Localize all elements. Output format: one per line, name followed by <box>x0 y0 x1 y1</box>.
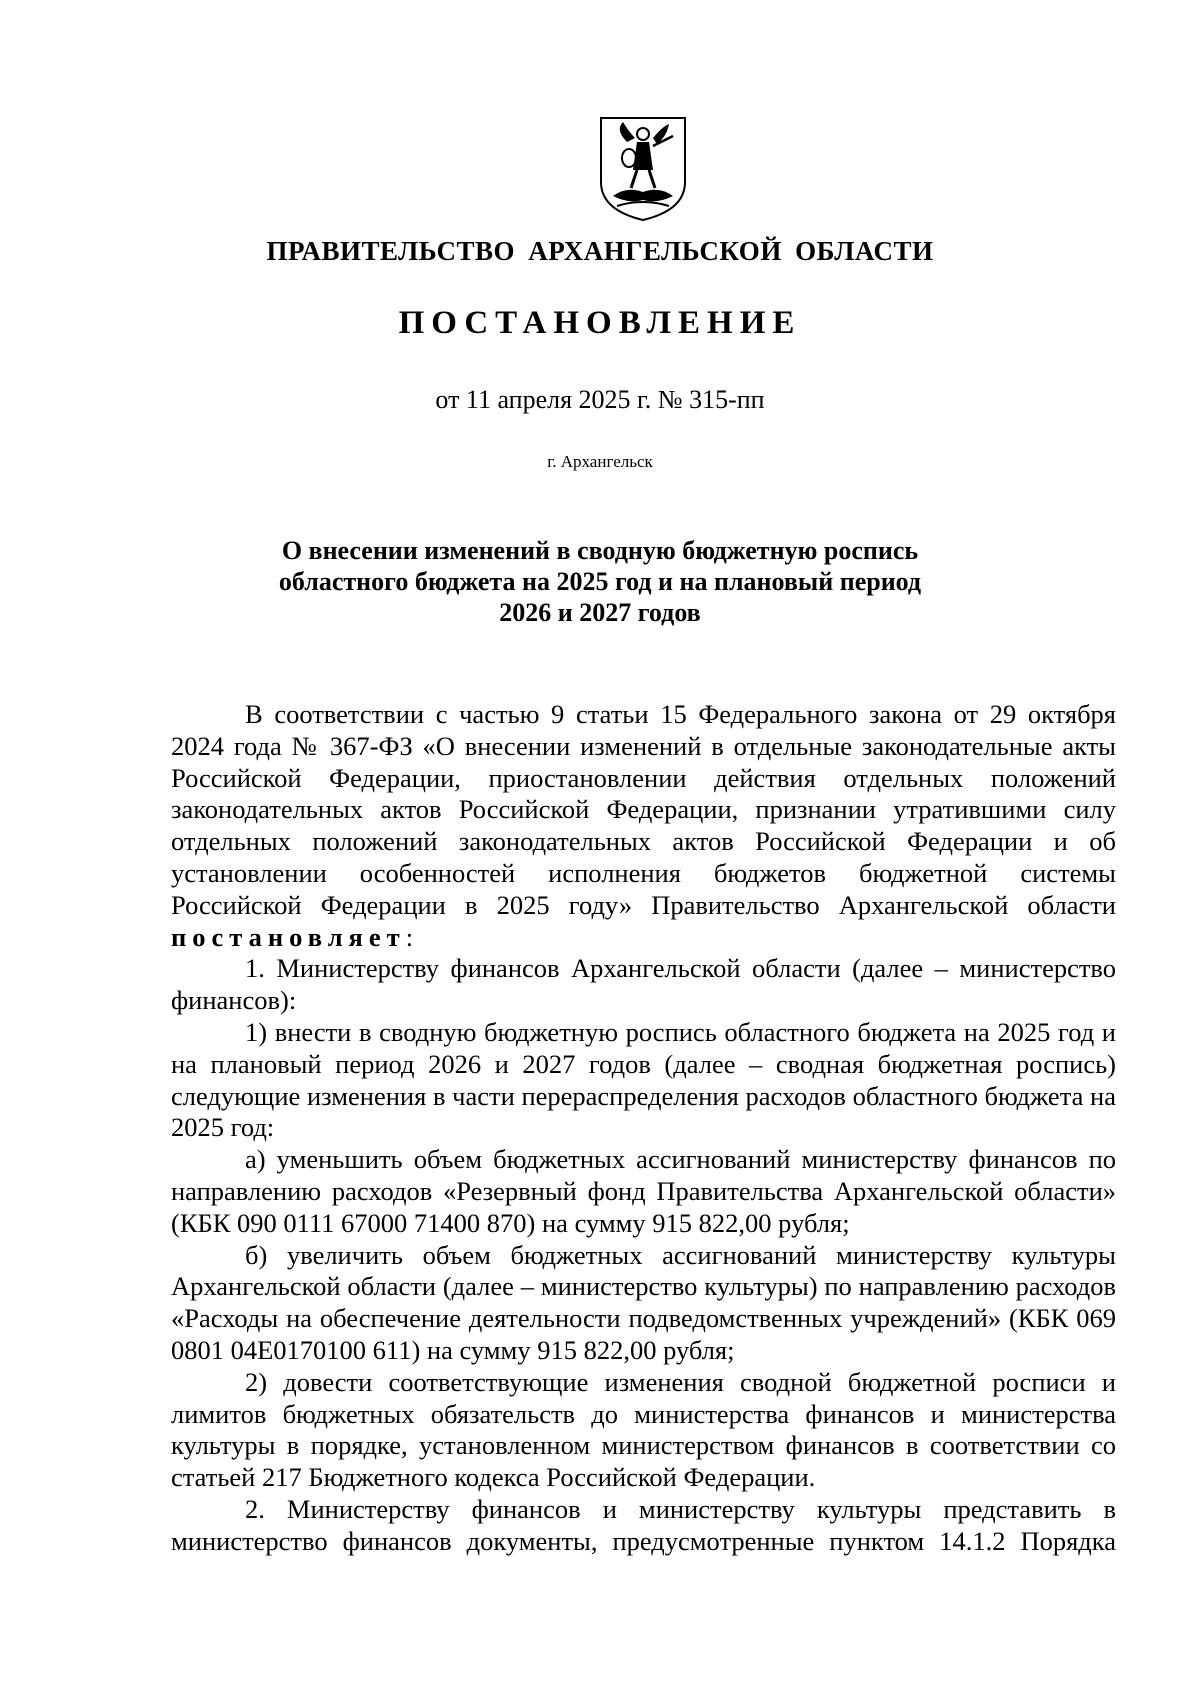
clause-1-1-b: б) увеличить объем бюджетных ассигнований министерству культуры Архангельской области (далее – министерство культуры) по направлению расходов «Расходы на обеспечение деятельности подведомственных учреждений» (КБК 069 0801 04Е0170100 611) на сумму 915 822,00 рубля; <box>171 1239 1116 1365</box>
subject-line-2: областного бюджета на 2025 год и на плановый период <box>278 567 922 596</box>
document-type: ПОСТАНОВЛЕНИЕ <box>398 305 802 341</box>
decree-word: постановляет <box>171 921 406 952</box>
document-subject <box>0 535 1200 628</box>
preamble-paragraph <box>171 699 1116 953</box>
document-city: г. Архангельск <box>547 452 653 471</box>
subject-line-1: О внесении изменений в сводную бюджетную роспись <box>281 536 919 565</box>
clause-1-2: 2) довести соответствующие изменения сводной бюджетной росписи и лимитов бюджетных обязательств до министерства финансов и министерства культуры в порядке, установленном министерством финансов в соответствии со статьей 217 Бюджетного кодекса Российской Федерации. <box>171 1366 1116 1493</box>
clause-2: 2. Министерству финансов и министерству культуры представить в министерство финансов документы, предусмотренные пунктом 14.1.2 Порядка <box>171 1493 1116 1556</box>
clause-1-1-a: а) уменьшить объем бюджетных ассигнований министерству финансов по направлению расходов «Резервный фонд Правительства Архангельской области» (КБК 090 0111 67000 71400 870) на сумму 915 822,00 рубля; <box>171 1144 1116 1238</box>
clause-1: 1. Министерству финансов Архангельской области (далее – министерство финансов): <box>171 953 1116 1016</box>
decree-colon: : <box>405 921 414 952</box>
coat-of-arms-icon <box>597 112 689 224</box>
document-date-number: от 11 апреля 2025 г. № 315-пп <box>435 385 765 414</box>
clause-1-1: 1) внести в сводную бюджетную роспись областного бюджета на 2025 год и на плановый период 2026 и 2027 годов (далее – сводная бюджетная роспись) следующие изменения в части перераспределения расходов областного бюджета на 2025 год: <box>171 1016 1116 1143</box>
preamble-text: В соответствии с частью 9 статьи 15 Федерального закона от 29 октября 2024 года № 367-ФЗ «О внесении изменений в отдельные законодательные акты Российской Федерации, приостановлении действия отдельных положений законодательных актов Российской Федерации, признании утратившими силу отдельных положений законодательных актов Российской Федерации и об установлении особенностей исполнения бюджетов бюджетной системы Российской Федерации в 2025 году» Правительство Архангельской области <box>171 699 1116 920</box>
document-body <box>171 699 1116 1558</box>
government-title: ПРАВИТЕЛЬСТВО АРХАНГЕЛЬСКОЙ ОБЛАСТИ <box>266 236 934 266</box>
subject-line-3: 2026 и 2027 годов <box>499 598 701 627</box>
